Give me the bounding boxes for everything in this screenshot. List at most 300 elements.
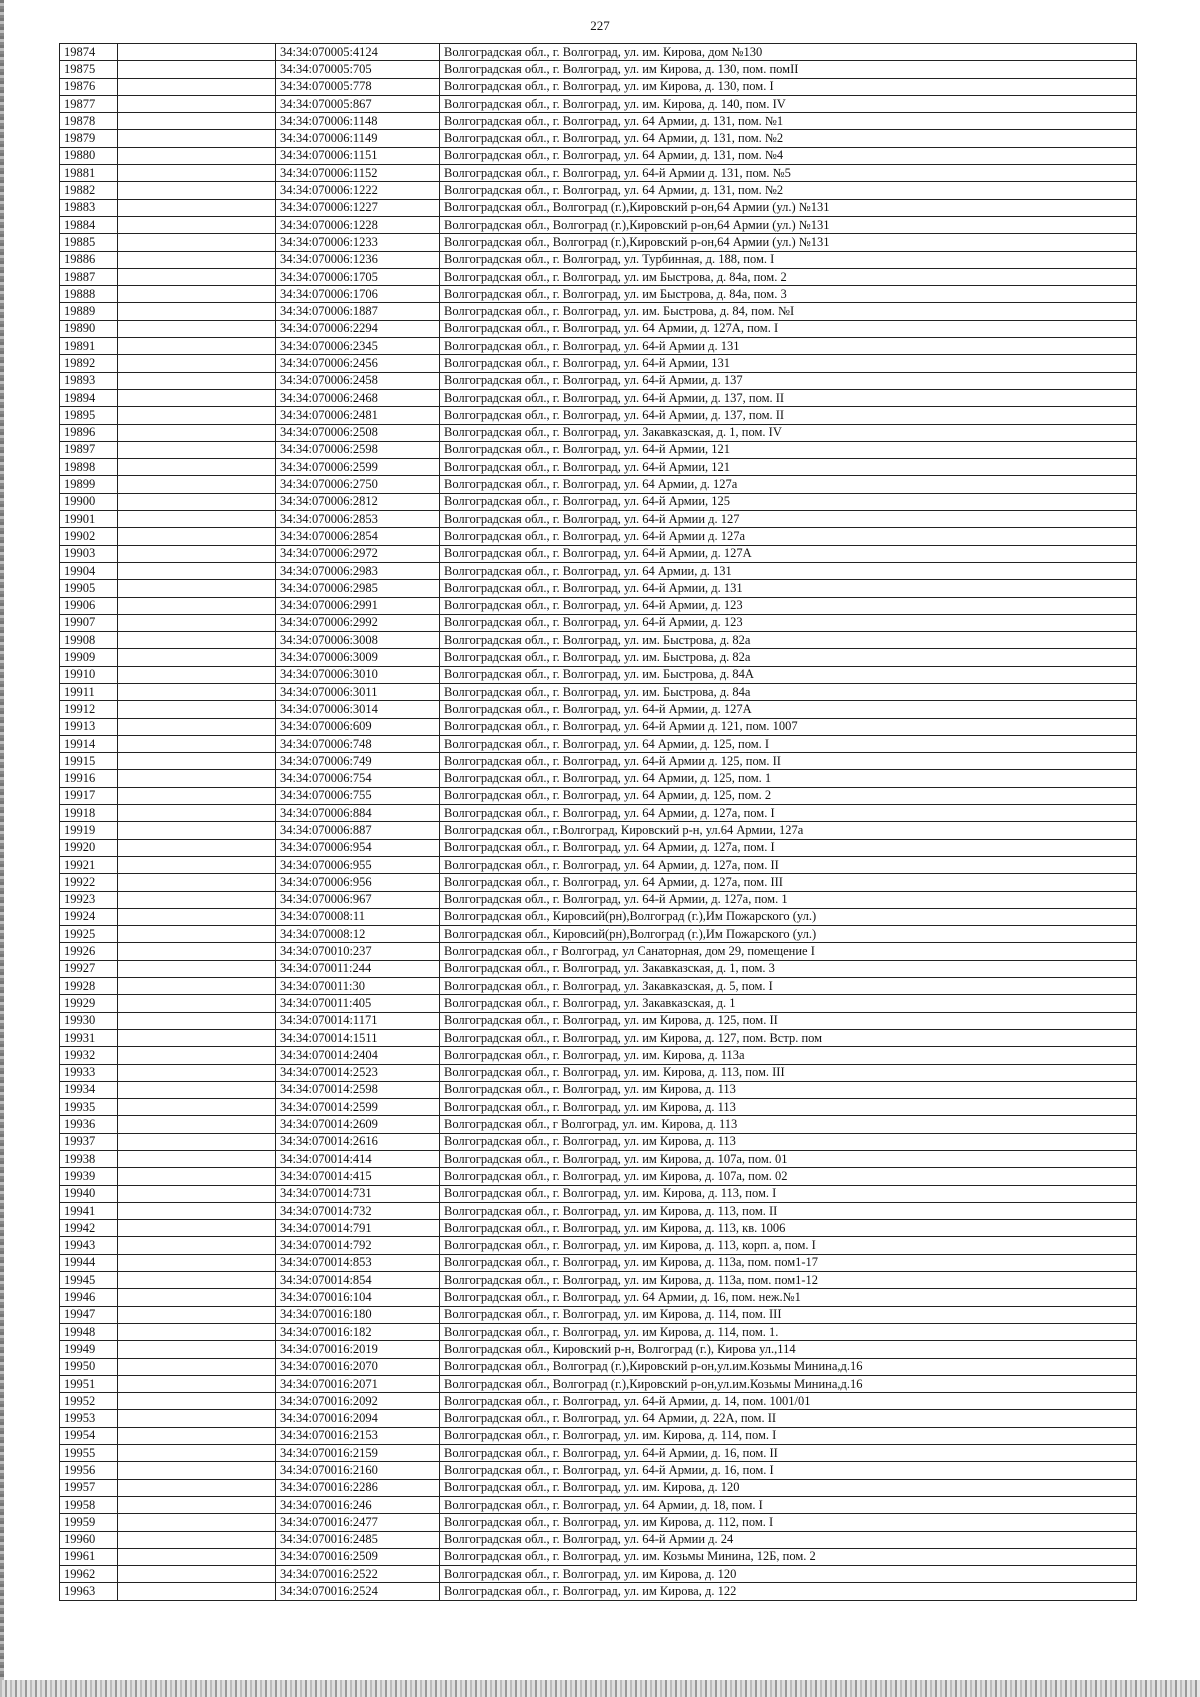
row-number-cell: 19885 [60,234,118,251]
table-row [60,839,1137,856]
table-row [60,1479,1137,1496]
row-number-cell: 19883 [60,199,118,216]
address-cell: Волгоградская обл., г Волгоград, ул. им. Кирова, д. 113 [440,1116,1137,1133]
address-cell: Волгоградская обл., Волгоград (г.),Кировский р-он,ул.им.Козьмы Минина,д.16 [440,1375,1137,1392]
blank-cell [118,753,276,770]
row-number-cell: 19884 [60,216,118,233]
blank-cell [118,926,276,943]
cadastral-number-cell: 34:34:070006:2456 [276,355,440,372]
row-number-cell: 19936 [60,1116,118,1133]
table-row [60,1566,1137,1583]
table-row [60,1427,1137,1444]
address-cell: Волгоградская обл., г. Волгоград, ул. им. Кирова, д. 140, пом. IV [440,95,1137,112]
row-number-cell: 19941 [60,1202,118,1219]
blank-cell [118,683,276,700]
cadastral-number-cell: 34:34:070016:2524 [276,1583,440,1600]
cadastral-number-cell: 34:34:070006:956 [276,874,440,891]
address-cell: Волгоградская обл., г. Волгоград, ул. 64-й Армии, 131 [440,355,1137,372]
row-number-cell: 19942 [60,1220,118,1237]
cadastral-number-cell: 34:34:070006:2345 [276,338,440,355]
table-row [60,268,1137,285]
row-number-cell: 19911 [60,683,118,700]
cadastral-number-cell: 34:34:070014:2599 [276,1099,440,1116]
row-number-cell: 19888 [60,286,118,303]
blank-cell [118,649,276,666]
address-cell: Волгоградская обл., г. Волгоград, ул. 64-й Армии, д. 137, пом. II [440,389,1137,406]
address-cell: Волгоградская обл., г. Волгоград, ул. им Кирова, д. 125, пом. II [440,1012,1137,1029]
address-cell: Волгоградская обл., г. Волгоград, ул. им Кирова, д. 114, пом. III [440,1306,1137,1323]
blank-cell [118,320,276,337]
address-cell: Волгоградская обл., г. Волгоград, ул. 64-й Армии, д. 14, пом. 1001/01 [440,1393,1137,1410]
table-row [60,234,1137,251]
row-number-cell: 19956 [60,1462,118,1479]
table-row [60,1012,1137,1029]
table-row [60,1548,1137,1565]
table-row [60,95,1137,112]
address-cell: Волгоградская обл., г. Волгоград, ул. им. Кирова, д. 113а [440,1047,1137,1064]
table-row [60,303,1137,320]
table-row [60,1341,1137,1358]
table-row [60,320,1137,337]
address-cell: Волгоградская обл., г. Волгоград, ул. им. Быстрова, д. 84а [440,683,1137,700]
table-row [60,338,1137,355]
cadastral-number-cell: 34:34:070016:246 [276,1496,440,1513]
cadastral-number-cell: 34:34:070006:2853 [276,511,440,528]
address-cell: Волгоградская обл., Волгоград (г.),Кировский р-он,ул.им.Козьмы Минина,д.16 [440,1358,1137,1375]
cadastral-number-cell: 34:34:070006:2294 [276,320,440,337]
table-row [60,476,1137,493]
address-cell: Волгоградская обл., г. Волгоград, ул. 64 Армии, д. 127а, пом. III [440,874,1137,891]
table-row [60,528,1137,545]
row-number-cell: 19937 [60,1133,118,1150]
blank-cell [118,770,276,787]
blank-cell [118,268,276,285]
cadastral-number-cell: 34:34:070006:1227 [276,199,440,216]
cadastral-number-cell: 34:34:070006:3014 [276,701,440,718]
blank-cell [118,701,276,718]
row-number-cell: 19879 [60,130,118,147]
cadastral-number-cell: 34:34:070014:2616 [276,1133,440,1150]
blank-cell [118,839,276,856]
cadastral-number-cell: 34:34:070014:854 [276,1272,440,1289]
address-cell: Волгоградская обл., г. Волгоград, ул. им Кирова, д. 113, кв. 1006 [440,1220,1137,1237]
cadastral-number-cell: 34:34:070006:1151 [276,147,440,164]
address-cell: Волгоградская обл., г. Волгоград, ул. 64 Армии, д. 18, пом. I [440,1496,1137,1513]
cadastral-number-cell: 34:34:070006:2750 [276,476,440,493]
row-number-cell: 19949 [60,1341,118,1358]
row-number-cell: 19944 [60,1254,118,1271]
row-number-cell: 19901 [60,511,118,528]
table-row [60,1151,1137,1168]
cadastral-number-cell: 34:34:070014:1511 [276,1029,440,1046]
row-number-cell: 19930 [60,1012,118,1029]
row-number-cell: 19896 [60,424,118,441]
cadastral-number-cell: 34:34:070006:3010 [276,666,440,683]
address-cell: Волгоградская обл., г. Волгоград, ул. им Кирова, д. 112, пом. I [440,1514,1137,1531]
address-cell: Волгоградская обл., г. Волгоград, ул. им Кирова, д. 113а, пом. пом1-12 [440,1272,1137,1289]
row-number-cell: 19934 [60,1081,118,1098]
blank-cell [118,286,276,303]
row-number-cell: 19922 [60,874,118,891]
row-number-cell: 19907 [60,614,118,631]
table-row [60,1496,1137,1513]
cadastral-number-cell: 34:34:070011:405 [276,995,440,1012]
cadastral-number-cell: 34:34:070014:1171 [276,1012,440,1029]
address-cell: Волгоградская обл., г. Волгоград, ул. им Кирова, д. 127, пом. Встр. пом [440,1029,1137,1046]
table-row [60,1583,1137,1600]
table-row [60,718,1137,735]
address-cell: Волгоградская обл., г. Волгоград, ул. 64-й Армии, д. 137 [440,372,1137,389]
row-number-cell: 19876 [60,78,118,95]
cadastral-number-cell: 34:34:070014:2609 [276,1116,440,1133]
table-row [60,856,1137,873]
row-number-cell: 19962 [60,1566,118,1583]
row-number-cell: 19940 [60,1185,118,1202]
blank-cell [118,632,276,649]
address-cell: Волгоградская обл., г. Волгоград, ул. 64 Армии, д. 22А, пом. II [440,1410,1137,1427]
address-cell: Волгоградская обл., г. Волгоград, ул. им Быстрова, д. 84а, пом. 2 [440,268,1137,285]
blank-cell [118,355,276,372]
table-row [60,216,1137,233]
row-number-cell: 19931 [60,1029,118,1046]
table-row [60,1029,1137,1046]
address-cell: Волгоградская обл., г. Волгоград, ул. им. Быстрова, д. 84А [440,666,1137,683]
table-row [60,1289,1137,1306]
address-cell: Волгоградская обл., г. Волгоград, ул. им Кирова, д. 122 [440,1583,1137,1600]
address-cell: Волгоградская обл., г. Волгоград, ул. им Кирова, д. 107а, пом. 01 [440,1151,1137,1168]
blank-cell [118,1220,276,1237]
table-row [60,943,1137,960]
cadastral-number-cell: 34:34:070014:732 [276,1202,440,1219]
row-number-cell: 19887 [60,268,118,285]
cadastral-number-cell: 34:34:070016:182 [276,1323,440,1340]
address-cell: Волгоградская обл., г. Волгоград, ул. им Кирова, д. 130, пом. I [440,78,1137,95]
address-cell: Волгоградская обл., г. Волгоград, ул. 64-й Армии, д. 131 [440,580,1137,597]
address-cell: Волгоградская обл., г. Волгоград, ул. Закавказская, д. 1 [440,995,1137,1012]
address-cell: Волгоградская обл., г. Волгоград, ул. им Кирова, д. 130, пом. помII [440,61,1137,78]
row-number-cell: 19929 [60,995,118,1012]
cadastral-number-cell: 34:34:070006:954 [276,839,440,856]
address-cell: Волгоградская обл., г. Волгоград, ул. 64-й Армии, 121 [440,441,1137,458]
cadastral-number-cell: 34:34:070016:180 [276,1306,440,1323]
cadastral-number-cell: 34:34:070006:1236 [276,251,440,268]
blank-cell [118,1445,276,1462]
row-number-cell: 19923 [60,891,118,908]
blank-cell [118,1496,276,1513]
address-cell: Волгоградская обл., г. Волгоград, ул. 64 Армии, д. 131 [440,562,1137,579]
table-row [60,355,1137,372]
row-number-cell: 19906 [60,597,118,614]
row-number-cell: 19894 [60,389,118,406]
row-number-cell: 19886 [60,251,118,268]
row-number-cell: 19951 [60,1375,118,1392]
blank-cell [118,1289,276,1306]
blank-cell [118,545,276,562]
blank-cell [118,580,276,597]
address-cell: Волгоградская обл., Волгоград (г.),Кировский р-он,64 Армии (ул.) №131 [440,216,1137,233]
cadastral-number-cell: 34:34:070006:955 [276,856,440,873]
cadastral-number-cell: 34:34:070006:1228 [276,216,440,233]
page-number: 227 [590,18,610,33]
row-number-cell: 19953 [60,1410,118,1427]
table-row [60,1393,1137,1410]
cadastral-number-cell: 34:34:070014:2523 [276,1064,440,1081]
table-row [60,44,1137,61]
blank-cell [118,995,276,1012]
address-cell: Волгоградская обл., г. Волгоград, ул. Турбинная, д. 188, пом. I [440,251,1137,268]
cadastral-number-cell: 34:34:070006:884 [276,805,440,822]
table-row [60,372,1137,389]
blank-cell [118,1358,276,1375]
cadastral-number-cell: 34:34:070011:30 [276,978,440,995]
blank-cell [118,234,276,251]
row-number-cell: 19891 [60,338,118,355]
row-number-cell: 19875 [60,61,118,78]
blank-cell [118,1151,276,1168]
blank-cell [118,1168,276,1185]
blank-cell [118,476,276,493]
address-cell: Волгоградская обл., г. Волгоград, ул. 64 Армии, д. 16, пом. неж.№1 [440,1289,1137,1306]
table-row [60,1168,1137,1185]
table-row [60,1064,1137,1081]
blank-cell [118,735,276,752]
blank-cell [118,1375,276,1392]
blank-cell [118,1081,276,1098]
row-number-cell: 19939 [60,1168,118,1185]
row-number-cell: 19895 [60,407,118,424]
cadastral-number-cell: 34:34:070006:2598 [276,441,440,458]
address-cell: Волгоградская обл., г. Волгоград, ул. им. Быстрова, д. 82а [440,649,1137,666]
blank-cell [118,1029,276,1046]
table-row [60,113,1137,130]
row-number-cell: 19905 [60,580,118,597]
cadastral-number-cell: 34:34:070006:1152 [276,165,440,182]
row-number-cell: 19924 [60,908,118,925]
cadastral-number-cell: 34:34:070006:2985 [276,580,440,597]
cadastral-number-cell: 34:34:070006:1705 [276,268,440,285]
address-cell: Волгоградская обл., г. Волгоград, ул. 64 Армии, д. 127а, пом. II [440,856,1137,873]
row-number-cell: 19961 [60,1548,118,1565]
cadastral-number-cell: 34:34:070008:11 [276,908,440,925]
cadastral-number-cell: 34:34:070006:2991 [276,597,440,614]
address-cell: Волгоградская обл., г Волгоград, ул Санаторная, дом 29, помещение I [440,943,1137,960]
cadastral-number-cell: 34:34:070016:2160 [276,1462,440,1479]
address-cell: Волгоградская обл., г. Волгоград, ул. им Быстрова, д. 84а, пом. 3 [440,286,1137,303]
table-row [60,562,1137,579]
table-row [60,1237,1137,1254]
registry-table-body [60,44,1137,1601]
blank-cell [118,95,276,112]
table-row [60,1081,1137,1098]
row-number-cell: 19917 [60,787,118,804]
cadastral-number-cell: 34:34:070016:2153 [276,1427,440,1444]
address-cell: Волгоградская обл., г. Волгоград, ул. им. Козьмы Минина, 12Б, пом. 2 [440,1548,1137,1565]
table-row [60,545,1137,562]
row-number-cell: 19946 [60,1289,118,1306]
blank-cell [118,1272,276,1289]
blank-cell [118,562,276,579]
table-row [60,424,1137,441]
table-row [60,1306,1137,1323]
blank-cell [118,1237,276,1254]
row-number-cell: 19943 [60,1237,118,1254]
table-row [60,1133,1137,1150]
row-number-cell: 19913 [60,718,118,735]
table-row [60,441,1137,458]
row-number-cell: 19925 [60,926,118,943]
blank-cell [118,943,276,960]
row-number-cell: 19881 [60,165,118,182]
address-cell: Волгоградская обл., г. Волгоград, ул. 64-й Армии, д. 123 [440,614,1137,631]
address-cell: Волгоградская обл., г. Волгоград, ул. 64-й Армии д. 131, пом. №5 [440,165,1137,182]
cadastral-number-cell: 34:34:070016:2522 [276,1566,440,1583]
table-row [60,407,1137,424]
address-cell: Волгоградская обл., г. Волгоград, ул. 64-й Армии, д. 127а, пом. 1 [440,891,1137,908]
blank-cell [118,597,276,614]
blank-cell [118,251,276,268]
row-number-cell: 19963 [60,1583,118,1600]
row-number-cell: 19889 [60,303,118,320]
row-number-cell: 19903 [60,545,118,562]
table-row [60,926,1137,943]
address-cell: Волгоградская обл., г. Волгоград, ул. 64-й Армии д. 24 [440,1531,1137,1548]
blank-cell [118,528,276,545]
table-row [60,787,1137,804]
table-row [60,1202,1137,1219]
blank-cell [118,1410,276,1427]
address-cell: Волгоградская обл., г. Волгоград, ул. 64 Армии, д. 131, пом. №4 [440,147,1137,164]
table-row [60,683,1137,700]
table-row [60,1099,1137,1116]
address-cell: Волгоградская обл., г. Волгоград, ул. им. Быстрова, д. 82а [440,632,1137,649]
address-cell: Волгоградская обл., г. Волгоград, ул. им. Кирова, д. 120 [440,1479,1137,1496]
cadastral-number-cell: 34:34:070014:731 [276,1185,440,1202]
table-row [60,1116,1137,1133]
row-number-cell: 19878 [60,113,118,130]
cadastral-number-cell: 34:34:070006:2508 [276,424,440,441]
table-row [60,701,1137,718]
row-number-cell: 19899 [60,476,118,493]
cadastral-number-cell: 34:34:070006:2983 [276,562,440,579]
blank-cell [118,978,276,995]
blank-cell [118,891,276,908]
blank-cell [118,666,276,683]
address-cell: Волгоградская обл., г. Волгоград, ул. Закавказская, д. 1, пом. 3 [440,960,1137,977]
address-cell: Волгоградская обл., г. Волгоград, ул. 64 Армии, д. 125, пом. 2 [440,787,1137,804]
row-number-cell: 19890 [60,320,118,337]
blank-cell [118,338,276,355]
blank-cell [118,1133,276,1150]
cadastral-number-cell: 34:34:070006:887 [276,822,440,839]
cadastral-number-cell: 34:34:070006:1706 [276,286,440,303]
cadastral-number-cell: 34:34:070006:967 [276,891,440,908]
cadastral-number-cell: 34:34:070006:3009 [276,649,440,666]
address-cell: Волгоградская обл., г. Волгоград, ул. 64 Армии, д. 127а [440,476,1137,493]
row-number-cell: 19897 [60,441,118,458]
row-number-cell: 19914 [60,735,118,752]
cadastral-number-cell: 34:34:070006:754 [276,770,440,787]
address-cell: Волгоградская обл., г. Волгоград, ул. 64-й Армии, 121 [440,459,1137,476]
cadastral-number-cell: 34:34:070016:2286 [276,1479,440,1496]
table-row [60,1410,1137,1427]
row-number-cell: 19950 [60,1358,118,1375]
row-number-cell: 19916 [60,770,118,787]
row-number-cell: 19926 [60,943,118,960]
blank-cell [118,1306,276,1323]
cadastral-number-cell: 34:34:070016:2477 [276,1514,440,1531]
address-cell: Волгоградская обл., г. Волгоград, ул. 64-й Армии, д. 137, пом. II [440,407,1137,424]
table-row [60,649,1137,666]
blank-cell [118,372,276,389]
row-number-cell: 19954 [60,1427,118,1444]
blank-cell [118,424,276,441]
address-cell: Волгоградская обл., г. Волгоград, ул. 64-й Армии, д. 16, пом. II [440,1445,1137,1462]
blank-cell [118,1064,276,1081]
blank-cell [118,1341,276,1358]
blank-cell [118,1566,276,1583]
blank-cell [118,1099,276,1116]
address-cell: Волгоградская обл., г. Волгоград, ул. 64 Армии, д. 127А, пом. I [440,320,1137,337]
blank-cell [118,1047,276,1064]
blank-cell [118,511,276,528]
address-cell: Волгоградская обл., Волгоград (г.),Кировский р-он,64 Армии (ул.) №131 [440,234,1137,251]
table-row [60,459,1137,476]
address-cell: Волгоградская обл., г. Волгоград, ул. 64-й Армии, д. 127А [440,545,1137,562]
blank-cell [118,1531,276,1548]
table-row [60,1323,1137,1340]
row-number-cell: 19915 [60,753,118,770]
cadastral-number-cell: 34:34:070006:749 [276,753,440,770]
cadastral-number-cell: 34:34:070006:2458 [276,372,440,389]
row-number-cell: 19928 [60,978,118,995]
table-row [60,978,1137,995]
table-row [60,735,1137,752]
cadastral-number-cell: 34:34:070014:2404 [276,1047,440,1064]
row-number-cell: 19957 [60,1479,118,1496]
address-cell: Волгоградская обл., г. Волгоград, ул. 64-й Армии д. 127а [440,528,1137,545]
cadastral-number-cell: 34:34:070016:2019 [276,1341,440,1358]
blank-cell [118,856,276,873]
blank-cell [118,113,276,130]
address-cell: Волгоградская обл., г. Волгоград, ул. им Кирова, д. 107а, пом. 02 [440,1168,1137,1185]
table-row [60,1462,1137,1479]
table-row [60,805,1137,822]
blank-cell [118,303,276,320]
cadastral-number-cell: 34:34:070006:1222 [276,182,440,199]
scan-edge-bottom [0,1680,1200,1697]
blank-cell [118,130,276,147]
table-row [60,874,1137,891]
address-cell: Волгоградская обл., г. Волгоград, ул. им Кирова, д. 113 [440,1081,1137,1098]
address-cell: Волгоградская обл., г. Волгоград, ул. им. Кирова, д. 114, пом. I [440,1427,1137,1444]
table-row [60,1254,1137,1271]
row-number-cell: 19892 [60,355,118,372]
address-cell: Волгоградская обл., г. Волгоград, ул. 64 Армии, д. 131, пом. №2 [440,130,1137,147]
cadastral-number-cell: 34:34:070010:237 [276,943,440,960]
blank-cell [118,407,276,424]
cadastral-number-cell: 34:34:070006:2468 [276,389,440,406]
table-row [60,1531,1137,1548]
cadastral-number-cell: 34:34:070006:2972 [276,545,440,562]
registry-table [59,43,1137,1601]
row-number-cell: 19902 [60,528,118,545]
cadastral-number-cell: 34:34:070006:2481 [276,407,440,424]
address-cell: Волгоградская обл., г. Волгоград, ул. 64 Армии, д. 127а, пом. I [440,805,1137,822]
address-cell: Волгоградская обл., г. Волгоград, ул. им. Кирова, дом №130 [440,44,1137,61]
table-row [60,1272,1137,1289]
address-cell: Волгоградская обл., г. Волгоград, ул. 64 Армии, д. 131, пом. №1 [440,113,1137,130]
table-row [60,666,1137,683]
